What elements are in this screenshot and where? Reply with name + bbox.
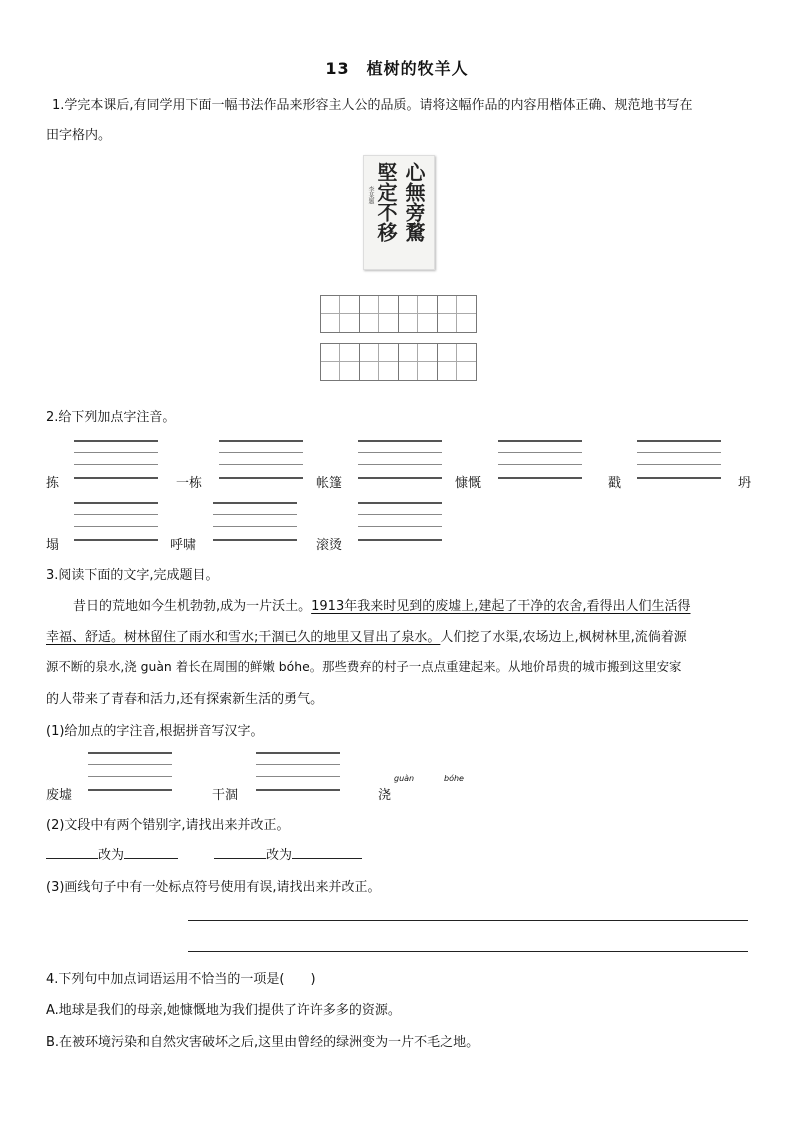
q2-heading: 2.给下列加点字注音。 [46, 410, 176, 425]
q3-para-line1 [73, 595, 691, 614]
tianzige-cell[interactable] [398, 295, 438, 333]
q3-sub2-fill-1 [46, 844, 178, 863]
pinyin-box[interactable] [498, 440, 582, 478]
pinyin-box[interactable] [256, 752, 340, 790]
page-title: 13 植树的牧羊人 [325, 59, 469, 78]
q3-para-line3: 源不断的泉水,浇 guàn 着长在周围的鲜嫩 bóhe。那些费弃的村子一点点重建起来。从地价昂贵的城市搬到这里安家 [46, 659, 682, 674]
underlined-sentence: 幸福、舒适。树林留住了雨水和雪水;干涸已久的地里又冒出了泉水。 [46, 630, 441, 645]
answer-blank[interactable] [46, 858, 98, 859]
pinyin-box[interactable] [88, 752, 172, 790]
calligraphy-image [363, 155, 435, 270]
answer-blank[interactable] [124, 858, 178, 859]
q3-pinyin-guan: guàn [394, 774, 415, 783]
tianzige-row-1[interactable] [320, 295, 477, 333]
underlined-sentence: 1913年我来时见到的废墟上,建起了干净的农舍,看得出人们生活得 [311, 599, 691, 614]
calligraphy-col1: 心無旁騖 [402, 162, 426, 242]
q2-word: 坍 [738, 476, 752, 491]
q3-sub1-word: 干涸 [212, 788, 239, 803]
calligraphy-col2: 堅定不移 [374, 162, 398, 242]
q3-sub3: (3)画线句子中有一处标点符号使用有误,请找出来并改正。 [46, 880, 381, 895]
q3-sub1-word: 废墟 [46, 788, 73, 803]
tianzige-cell[interactable] [359, 295, 399, 333]
pinyin-box[interactable] [219, 440, 303, 478]
pinyin-box[interactable] [637, 440, 721, 478]
q2-word: 慷慨 [455, 476, 482, 491]
q2-word: 拣 [46, 476, 60, 491]
tianzige-cell[interactable] [320, 343, 360, 381]
fill-label: 改为 [266, 848, 293, 863]
pinyin-box[interactable] [358, 440, 442, 478]
pinyin-box[interactable] [213, 502, 297, 540]
answer-blank[interactable] [214, 858, 266, 859]
q3-para-line2 [46, 626, 687, 645]
q1-text-line1: 1.学完本课后,有同学用下面一幅书法作品来形容主人公的品质。请将这幅作品的内容用楷体正确、规范地书写在 [52, 98, 693, 113]
q3-sub1-word: 浇 [378, 788, 392, 803]
q4-heading: 4.下列句中加点词语运用不恰当的一项是( ) [46, 972, 316, 987]
q2-word: 一栋 [176, 476, 203, 491]
pinyin-box[interactable] [74, 440, 158, 478]
tianzige-cell[interactable] [437, 343, 477, 381]
q1-text-line2: 田字格内。 [46, 128, 112, 143]
answer-line[interactable] [188, 920, 748, 921]
q4-option-a: A.地球是我们的母亲,她慷慨地为我们提供了许许多多的资源。 [46, 1003, 401, 1018]
answer-blank[interactable] [292, 858, 362, 859]
tianzige-cell[interactable] [398, 343, 438, 381]
tianzige-cell[interactable] [320, 295, 360, 333]
answer-line[interactable] [188, 951, 748, 952]
q3-sub2: (2)文段中有两个错别字,请找出来并改正。 [46, 818, 290, 833]
para-text: 人们挖了水渠,农场边上,枫树林里,流倘着源 [440, 630, 687, 645]
pinyin-box[interactable] [358, 502, 442, 540]
pinyin-box[interactable] [74, 502, 158, 540]
q2-word: 呼啸 [170, 538, 197, 553]
tianzige-cell[interactable] [359, 343, 399, 381]
tianzige-cell[interactable] [437, 295, 477, 333]
q3-sub1: (1)给加点的字注音,根据拼音写汉字。 [46, 724, 264, 739]
q3-heading: 3.阅读下面的文字,完成题目。 [46, 568, 219, 583]
q2-word: 塌 [46, 538, 60, 553]
tianzige-row-2[interactable] [320, 343, 477, 381]
q3-pinyin-bohe: bóhe [444, 774, 464, 783]
q2-word: 滚烫 [316, 538, 343, 553]
q2-word: 帐篷 [316, 476, 343, 491]
q3-para-line4: 的人带来了青春和活力,还有探索新生活的勇气。 [46, 692, 324, 707]
q3-sub2-fill-2 [214, 844, 362, 863]
q2-word: 戳 [608, 476, 622, 491]
q4-option-b: B.在被环境污染和自然灾害破坏之后,这里由曾经的绿洲变为一片不毛之地。 [46, 1035, 480, 1050]
para-text: 昔日的荒地如今生机勃勃,成为一片沃土。 [73, 599, 312, 614]
fill-label: 改为 [98, 848, 125, 863]
calligraphy-signature: 李某题 [367, 186, 374, 204]
